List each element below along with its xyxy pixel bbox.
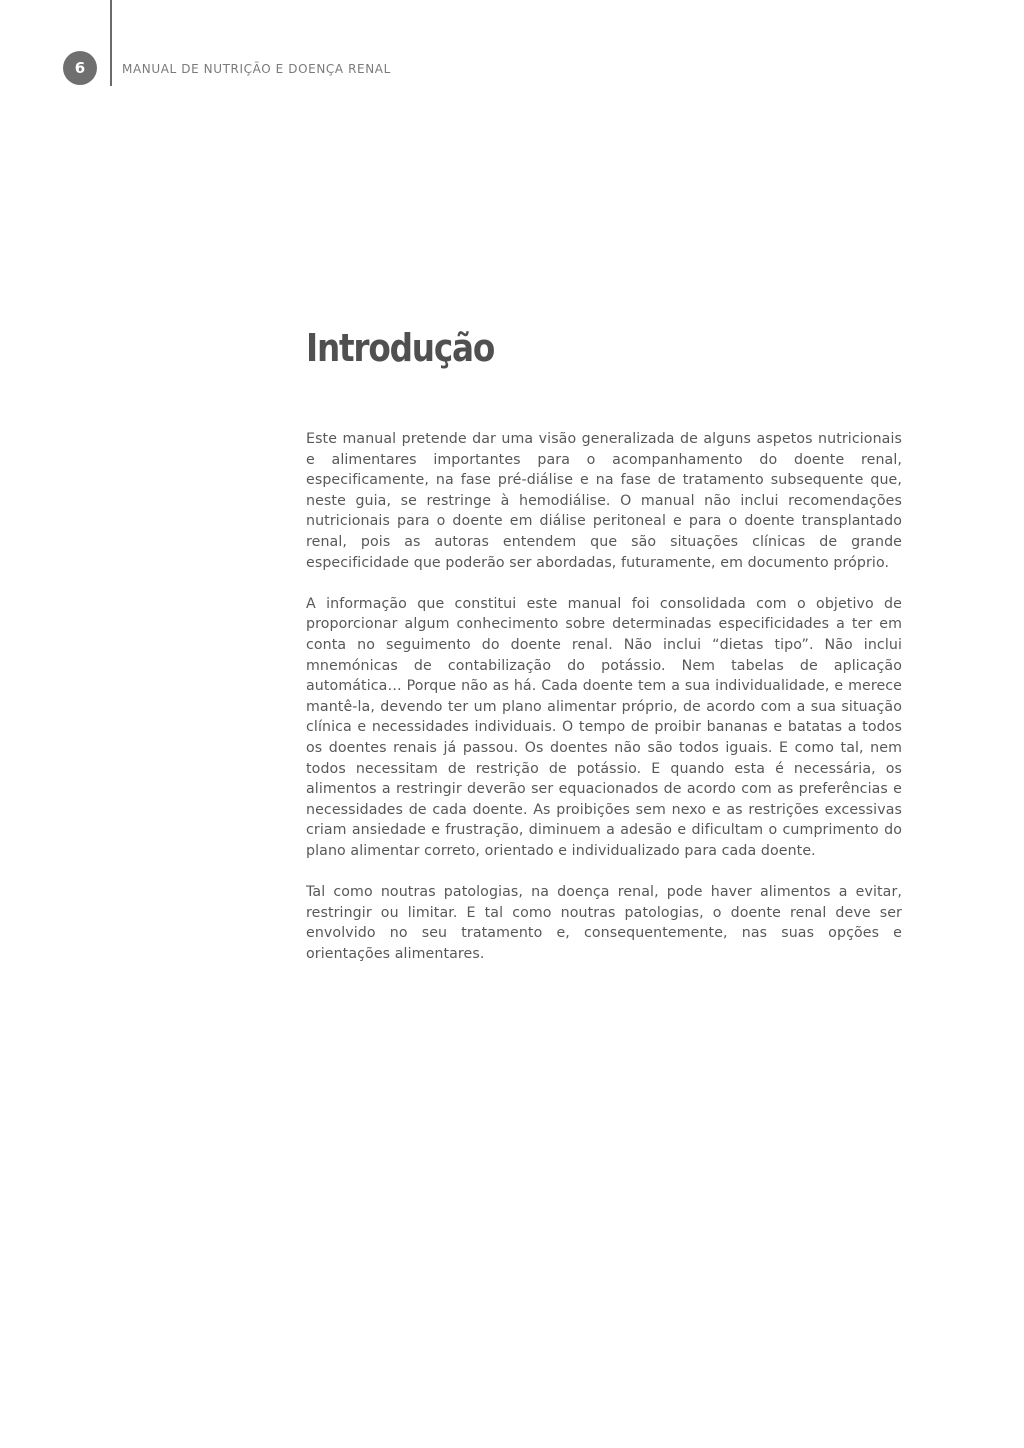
running-header-title: MANUAL DE NUTRIÇÃO E DOENÇA RENAL	[122, 62, 391, 76]
page-number-badge: 6	[63, 51, 97, 85]
paragraph-1: Este manual pretende dar uma visão generalizada de alguns aspetos nutricionais e alimentares importantes para o acompanhamento do doente renal, especificamente, na fase pré-diálise e na fase de tratamento subsequente que, neste guia, se restringe à hemodiálise. O manual não inclui recomendações nutricionais para o doente em diálise peritoneal e para o doente transplantado renal, pois as autoras entendem que são situações clínicas de grande especificidade que poderão ser abordadas, futuramente, em documento próprio.	[306, 431, 902, 571]
body-text	[306, 429, 902, 964]
paragraph-2: A informação que constitui este manual foi consolidada com o objetivo de proporcionar algum conhecimento sobre determinadas especificidades a ter em conta no seguimento do doente renal. Não inclui “dietas tipo”. Não inclui mnemónicas de contabilização do potássio. Nem tabelas de aplicação automática… Porque não as há. Cada doente tem a sua individualidade, e merece mantê-la, devendo ter um plano alimentar próprio, de acordo com a sua situação clínica e necessidades individuais. O tempo de proibir bananas e batatas a todos os doentes renais já passou. Os doentes não são todos iguais. E como tal, nem todos necessitam de restrição de potássio. E quando esta é necessária, os alimentos a restringir deverão ser equacionados de acordo com as preferências e necessidades de cada doente. As proibições sem nexo e as restrições excessivas criam ansiedade e frustração, diminuem a adesão e dificultam o cumprimento do plano alimentar correto, orientado e individualizado para cada doente.	[306, 595, 902, 859]
paragraph-3: Tal como noutras patologias, na doença renal, pode haver alimentos a evitar, restringir ou limitar. E tal como noutras patologias, o doente renal deve ser envolvido no seu tratamento e, consequentemente, nas suas opções e orientações alimentares.	[306, 884, 902, 962]
section-title: Introdução	[306, 326, 495, 370]
header-divider-rule	[110, 0, 112, 86]
main-content	[306, 322, 902, 985]
